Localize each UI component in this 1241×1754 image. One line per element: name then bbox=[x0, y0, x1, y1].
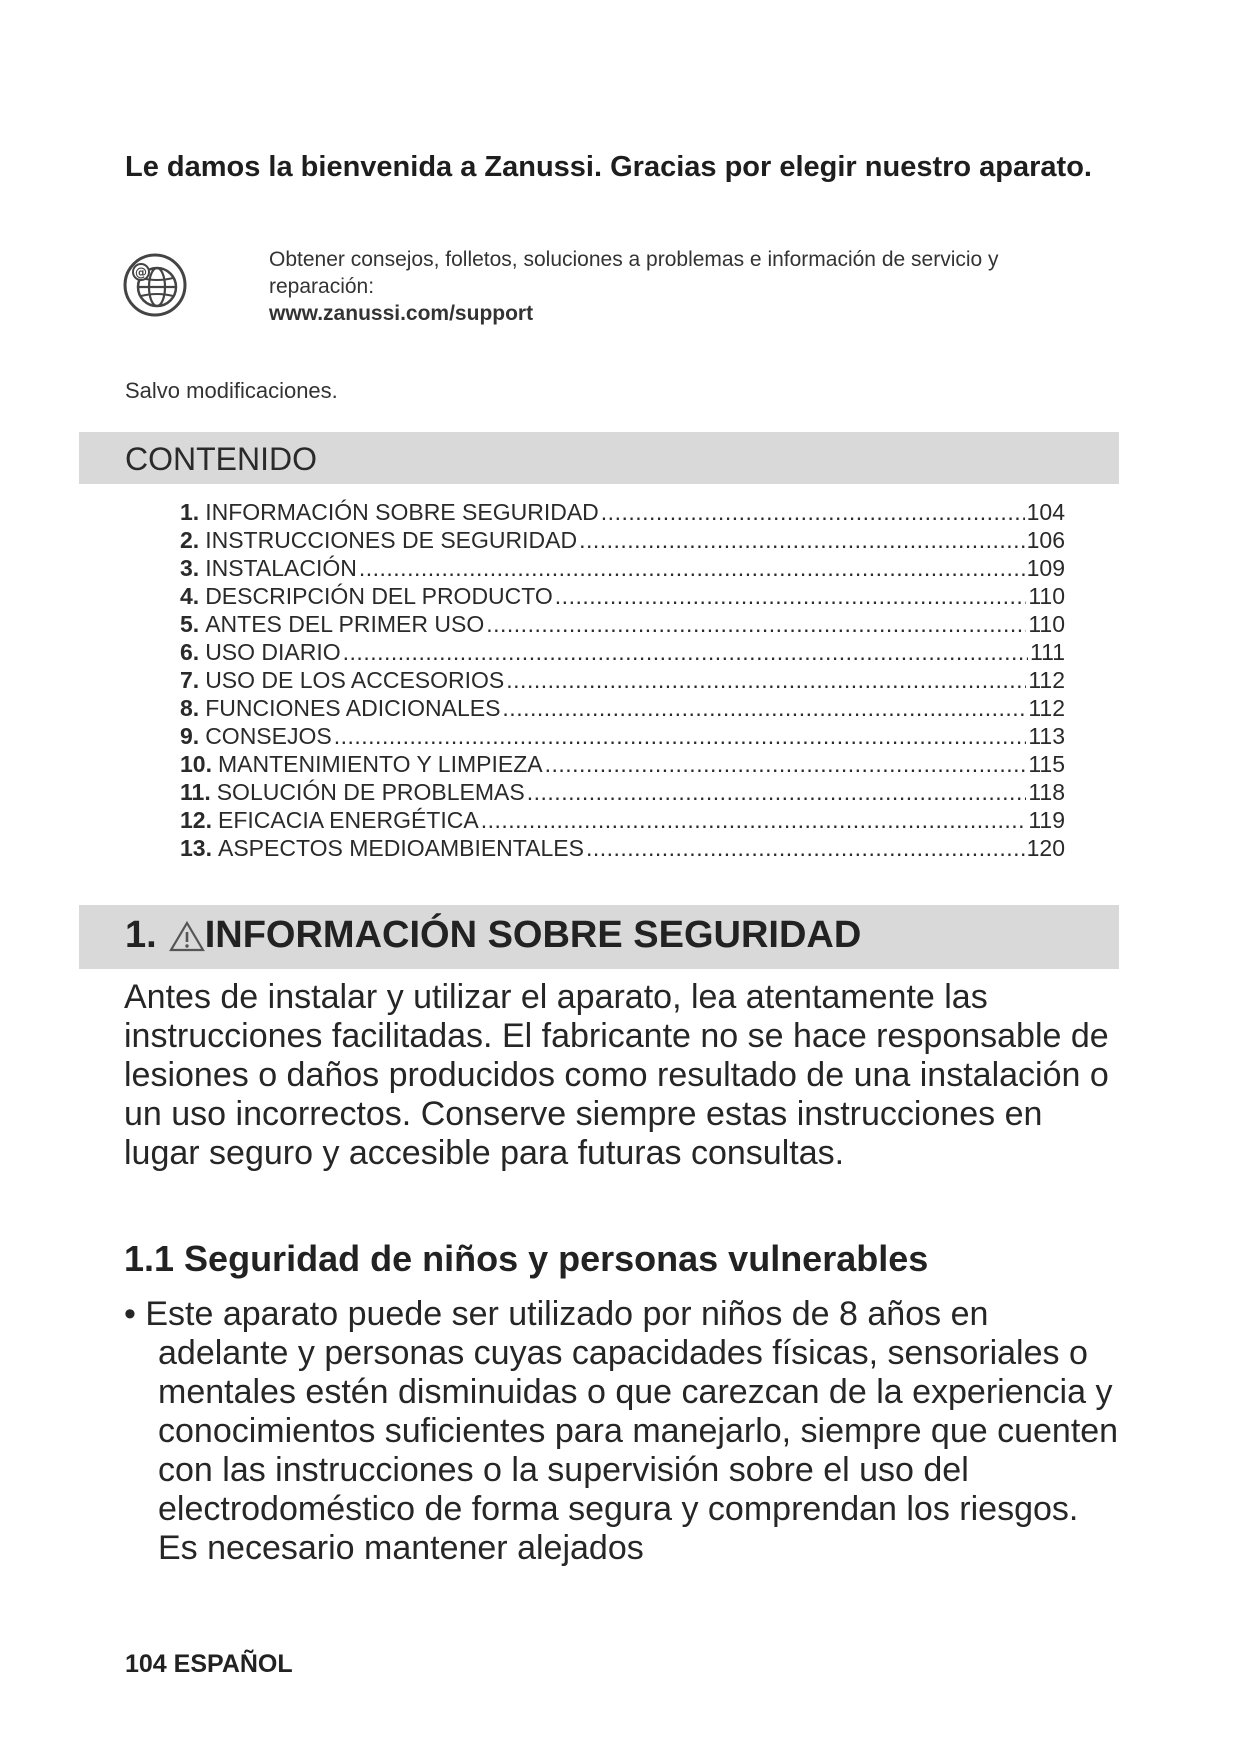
toc-item[interactable] bbox=[180, 778, 1065, 806]
toc-item-number: 9. bbox=[180, 723, 200, 749]
bullet-text: Este aparato puede ser utilizado por niños de 8 años en adelante y personas cuyas capacidades físicas, sensoriales o mentales estén disminuidas o que carezcan de la experiencia y conocimientos suficientes para manejarlo, siempre que cuenten con las instrucciones o la supervisión sobre el uso del electrodoméstico de forma segura y comprendan los riesgos. Es necesario mantener alejados bbox=[145, 1295, 1119, 1567]
toc-leader bbox=[601, 498, 1025, 526]
toc-item-label: FUNCIONES ADICIONALES bbox=[205, 695, 501, 721]
toc-item-number: 1. bbox=[180, 499, 200, 525]
warning-icon bbox=[169, 920, 205, 952]
toc-item-page: 110 bbox=[1028, 611, 1065, 637]
bullet-item bbox=[124, 1295, 1124, 1568]
support-url[interactable]: www.zanussi.com/support bbox=[269, 302, 534, 325]
toc-item-number: 10. bbox=[180, 751, 212, 777]
toc-item-number: 12. bbox=[180, 807, 212, 833]
toc-item[interactable] bbox=[180, 806, 1065, 834]
toc-leader bbox=[359, 554, 1025, 582]
toc-item-page: 113 bbox=[1028, 723, 1065, 749]
toc-item[interactable] bbox=[180, 638, 1065, 666]
sub-heading: 1.1 Seguridad de niños y personas vulnerables bbox=[124, 1238, 929, 1279]
toc-leader bbox=[555, 582, 1027, 610]
toc-item[interactable] bbox=[180, 694, 1065, 722]
toc-leader bbox=[502, 694, 1026, 722]
section-number: 1. bbox=[125, 914, 157, 956]
intro-paragraph: Antes de instalar y utilizar el aparato, lea atentamente las instrucciones facilitadas. El fabricante no se hace responsable de lesiones o daños producidos como resultado de una instalación o un uso incorrectos. Conserve siempre estas instrucciones en lugar seguro y accesible para futuras consultas. bbox=[124, 978, 1109, 1172]
disclaimer: Salvo modificaciones. bbox=[125, 378, 338, 403]
toc-item-page: 111 bbox=[1030, 639, 1065, 665]
toc-leader bbox=[334, 722, 1027, 750]
toc-item-label: MANTENIMIENTO Y LIMPIEZA bbox=[217, 751, 543, 777]
toc-item-label: DESCRIPCIÓN DEL PRODUCTO bbox=[205, 583, 553, 609]
toc-item[interactable] bbox=[180, 610, 1065, 638]
support-text: Obtener consejos, folletos, soluciones a problemas e información de servicio y reparación: bbox=[269, 248, 999, 298]
page-footer: 104 ESPAÑOL bbox=[125, 1650, 293, 1678]
toc-item[interactable] bbox=[180, 834, 1065, 862]
toc-item[interactable] bbox=[180, 498, 1065, 526]
toc-item[interactable] bbox=[180, 582, 1065, 610]
toc-item[interactable] bbox=[180, 750, 1065, 778]
toc-leader bbox=[579, 526, 1025, 554]
toc-item-page: 120 bbox=[1026, 835, 1065, 861]
toc-item-number: 8. bbox=[180, 695, 200, 721]
toc-item-label: SOLUCIÓN DE PROBLEMAS bbox=[216, 779, 525, 805]
toc-leader bbox=[486, 610, 1026, 638]
welcome-heading: Le damos la bienvenida a Zanussi. Gracias por elegir nuestro aparato. bbox=[125, 151, 1092, 183]
toc-item-page: 110 bbox=[1028, 583, 1065, 609]
toc-item[interactable] bbox=[180, 722, 1065, 750]
toc-leader bbox=[545, 750, 1027, 778]
toc-item-page: 109 bbox=[1026, 555, 1065, 581]
toc-item-number: 3. bbox=[180, 555, 200, 581]
toc-item-label: ANTES DEL PRIMER USO bbox=[205, 611, 485, 637]
toc-leader bbox=[481, 806, 1027, 834]
table-of-contents bbox=[180, 498, 1065, 862]
toc-item[interactable] bbox=[180, 666, 1065, 694]
contents-header bbox=[79, 432, 1119, 484]
toc-item-number: 6. bbox=[180, 639, 200, 665]
toc-item-page: 118 bbox=[1028, 779, 1065, 805]
globe-icon bbox=[122, 252, 188, 318]
support-info bbox=[269, 246, 1109, 327]
toc-item-label: EFICACIA ENERGÉTICA bbox=[217, 807, 479, 833]
toc-item-page: 104 bbox=[1026, 499, 1065, 525]
toc-item-number: 5. bbox=[180, 611, 200, 637]
toc-item-number: 2. bbox=[180, 527, 200, 553]
toc-item-label: USO DE LOS ACCESORIOS bbox=[205, 667, 505, 693]
toc-item[interactable] bbox=[180, 554, 1065, 582]
toc-item-label: ASPECTOS MEDIOAMBIENTALES bbox=[217, 835, 584, 861]
toc-item-number: 7. bbox=[180, 667, 200, 693]
svg-text:@: @ bbox=[135, 265, 147, 280]
toc-leader bbox=[527, 778, 1027, 806]
toc-leader bbox=[343, 638, 1028, 666]
contents-title: CONTENIDO bbox=[125, 441, 317, 477]
toc-item-page: 115 bbox=[1028, 751, 1065, 777]
toc-item-number: 4. bbox=[180, 583, 200, 609]
toc-item-label: CONSEJOS bbox=[205, 723, 332, 749]
toc-item-page: 112 bbox=[1028, 667, 1065, 693]
toc-leader bbox=[506, 666, 1026, 694]
bullet-marker: • bbox=[124, 1295, 136, 1333]
toc-item-page: 119 bbox=[1028, 807, 1065, 833]
toc-item-number: 13. bbox=[180, 835, 212, 861]
toc-item-label: INFORMACIÓN SOBRE SEGURIDAD bbox=[205, 499, 599, 525]
toc-item-page: 106 bbox=[1026, 527, 1065, 553]
toc-item-page: 112 bbox=[1028, 695, 1065, 721]
toc-item-label: INSTRUCCIONES DE SEGURIDAD bbox=[205, 527, 578, 553]
toc-item-label: INSTALACIÓN bbox=[205, 555, 357, 581]
section-title-text: INFORMACIÓN SOBRE SEGURIDAD bbox=[204, 914, 862, 956]
toc-item-number: 11. bbox=[180, 779, 211, 805]
section-header bbox=[79, 905, 1119, 969]
toc-item[interactable] bbox=[180, 526, 1065, 554]
section-title bbox=[125, 914, 861, 957]
toc-item-label: USO DIARIO bbox=[205, 639, 341, 665]
toc-leader bbox=[586, 834, 1025, 862]
